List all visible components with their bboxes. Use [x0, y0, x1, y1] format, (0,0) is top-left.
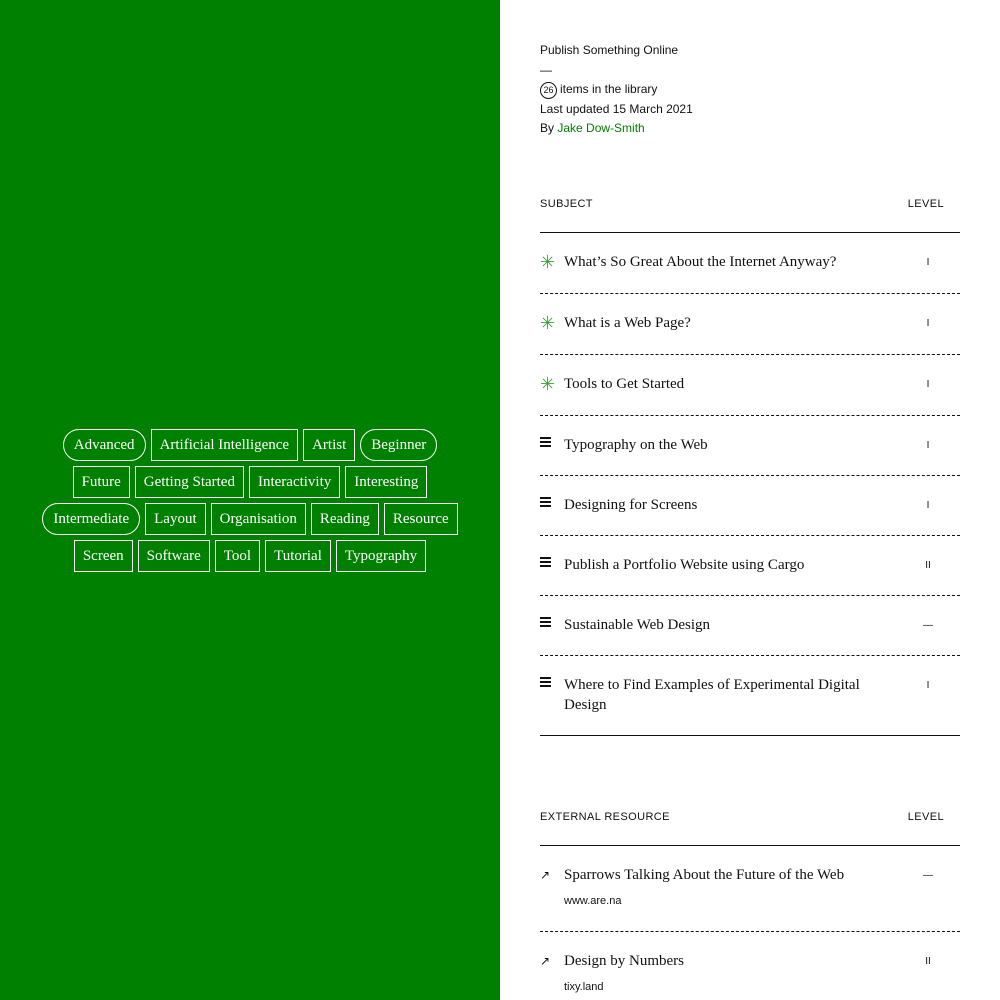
resource-title[interactable] [564, 951, 896, 997]
subject-row[interactable] [540, 355, 960, 416]
subject-row[interactable] [540, 233, 960, 294]
library-title: Publish Something Online [540, 43, 679, 57]
level-indicator: I [926, 440, 930, 451]
list-icon [540, 675, 564, 694]
level-indicator: I [926, 257, 930, 268]
tag-resource[interactable]: Resource [384, 503, 458, 535]
resource-heading: EXTERNAL RESOURCE [540, 811, 670, 823]
row-title-text: What is a Web Page? [564, 315, 691, 331]
author-link[interactable]: Jake Dow-Smith [557, 121, 645, 136]
row-title-text: Sustainable Web Design [564, 617, 710, 633]
subject-title[interactable] [564, 313, 896, 333]
library-meta [540, 41, 693, 139]
title-dash: — [540, 62, 552, 77]
row-title-text: What’s So Great About the Internet Anyway? [564, 254, 837, 270]
tag-beginner[interactable]: Beginner [360, 429, 437, 461]
row-title-text: Where to Find Examples of Experimental Digital Design [564, 677, 860, 713]
tag-layout[interactable]: Layout [145, 503, 206, 535]
row-title-text: Designing for Screens [564, 497, 698, 513]
level-indicator: I [926, 318, 930, 329]
subject-row[interactable] [540, 656, 960, 736]
byline-label: By [540, 121, 555, 136]
level-indicator: — [923, 870, 933, 881]
subject-title[interactable] [564, 615, 896, 635]
tag-tutorial[interactable]: Tutorial [265, 540, 331, 572]
subject-row[interactable] [540, 596, 960, 656]
arrow-icon: ↗ [540, 868, 551, 882]
resource-list [540, 846, 960, 1000]
tag-future[interactable]: Future [73, 466, 130, 498]
library-panel [500, 0, 1000, 1000]
row-title-text: Publish a Portfolio Website using Cargo [564, 557, 805, 573]
tag-artist[interactable]: Artist [303, 429, 355, 461]
subject-row[interactable] [540, 294, 960, 355]
asterisk-icon: ✳ [540, 313, 556, 333]
level-indicator: II [925, 560, 931, 571]
tag-cloud [40, 429, 460, 572]
tag-interactivity[interactable]: Interactivity [249, 466, 340, 498]
item-count-text: items in the library [560, 82, 658, 97]
tag-typography[interactable]: Typography [336, 540, 426, 572]
level-indicator: — [923, 620, 933, 631]
asterisk-icon: ✳ [540, 374, 556, 394]
resource-url: tixy.land [564, 981, 604, 993]
last-updated: Last updated 15 March 2021 [540, 101, 693, 116]
resource-level-heading: LEVEL [907, 811, 944, 823]
subject-row[interactable] [540, 476, 960, 536]
tag-interesting[interactable]: Interesting [345, 466, 427, 498]
subject-title[interactable] [564, 374, 896, 394]
level-indicator: II [925, 956, 931, 967]
resource-row[interactable] [540, 932, 960, 1000]
subject-list [540, 233, 960, 736]
subject-section [540, 198, 960, 736]
subject-row[interactable] [540, 416, 960, 476]
resource-url: www.are.na [564, 895, 622, 907]
list-icon [540, 555, 564, 574]
subject-header [540, 198, 960, 222]
tag-getting-started[interactable]: Getting Started [135, 466, 244, 498]
tag-intermediate[interactable]: Intermediate [42, 503, 140, 535]
list-icon [540, 495, 564, 514]
subject-title[interactable] [564, 252, 896, 272]
subject-title[interactable] [564, 675, 896, 715]
tag-reading[interactable]: Reading [311, 503, 379, 535]
subject-title[interactable] [564, 435, 896, 455]
subject-level-heading: LEVEL [907, 198, 944, 210]
tag-software[interactable]: Software [138, 540, 210, 572]
arrow-icon: ↗ [540, 954, 551, 968]
subject-title[interactable] [564, 495, 896, 515]
level-indicator: I [926, 680, 930, 691]
item-count-badge: 26 [540, 82, 557, 99]
resource-header [540, 811, 960, 835]
resource-row[interactable] [540, 846, 960, 932]
list-icon [540, 615, 564, 634]
row-title-text: Sparrows Talking About the Future of the Web [564, 867, 845, 883]
tag-organisation[interactable]: Organisation [211, 503, 306, 535]
subject-row[interactable] [540, 536, 960, 596]
row-title-text: Tools to Get Started [564, 376, 685, 392]
tag-screen[interactable]: Screen [74, 540, 133, 572]
tag-advanced[interactable]: Advanced [63, 429, 146, 461]
row-title-text: Typography on the Web [564, 437, 708, 453]
row-title-text: Design by Numbers [564, 953, 684, 969]
item-count-line [540, 82, 657, 96]
subject-heading: SUBJECT [540, 198, 593, 210]
asterisk-icon: ✳ [540, 252, 556, 272]
resource-section [540, 811, 960, 1000]
level-indicator: I [926, 379, 930, 390]
list-icon [540, 435, 564, 454]
resource-title[interactable] [564, 865, 896, 911]
level-indicator: I [926, 500, 930, 511]
tag-artificial-intelligence[interactable]: Artificial Intelligence [151, 429, 299, 461]
tag-tool[interactable]: Tool [215, 540, 260, 572]
subject-title[interactable] [564, 555, 896, 575]
